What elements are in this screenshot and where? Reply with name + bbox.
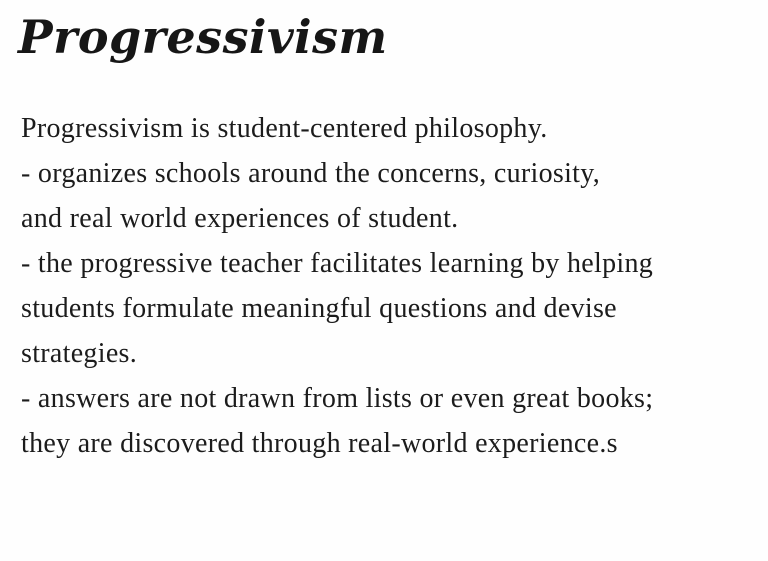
slide-body-text: [21, 106, 761, 466]
slide-title: Progressivism: [18, 10, 388, 64]
body-line-8: they are discovered through real-world experience.s: [21, 428, 618, 459]
body-line-7: - answers are not drawn from lists or even great books;: [21, 383, 654, 414]
body-line-2: - organizes schools around the concerns, curiosity,: [21, 158, 601, 189]
body-line-1: Progressivism is student-centered philosophy.: [21, 113, 548, 144]
body-line-3: and real world experiences of student.: [21, 203, 459, 234]
body-line-4: - the progressive teacher facilitates learning by helping: [21, 248, 654, 279]
body-line-6: strategies.: [21, 338, 138, 369]
body-line-5: students formulate meaningful questions and devise: [21, 293, 617, 324]
